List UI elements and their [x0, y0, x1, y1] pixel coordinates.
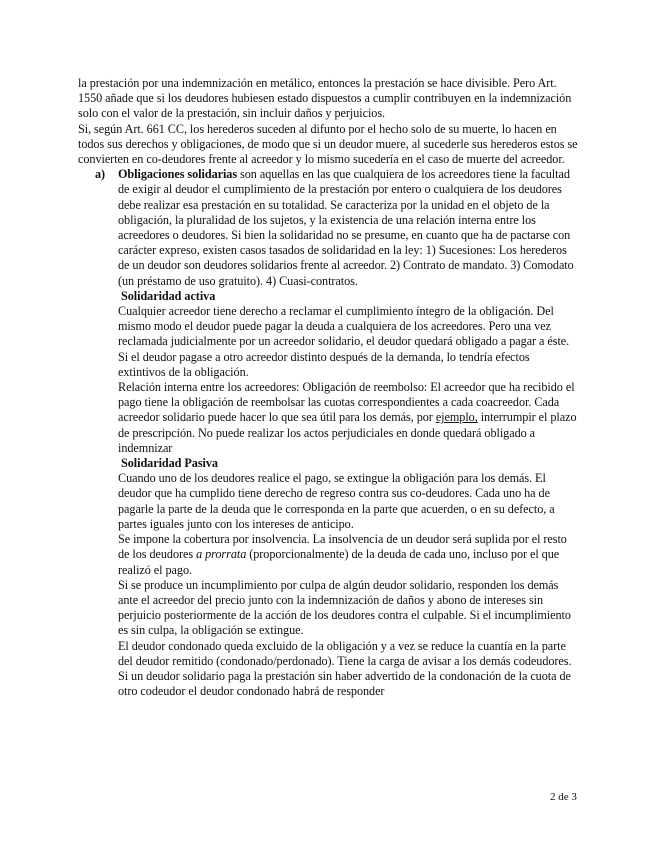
intro-paragraph-2: Si, según Art. 661 CC, los herederos suceden al difunto por el hecho solo de su muerte, lo hacen en todos sus derechos y obligaciones, de modo que si un deudor muere, al sucederle sus herederos estos se convierten en co-deudores frente al acreedor y lo mismo sucedería en el caso de muerte del acreedor.	[78, 121, 578, 167]
page-number: 2 de 3	[550, 791, 577, 803]
intro-paragraph-1: la prestación por una indemnización en metálico, entonces la prestación se hace divisible. Pero Art. 1550 añade que si los deudores hubiesen estado dispuestos a cumplir contribuyen en la indemnización solo con el valor de la prestación, sin incluir daños y perjuicios.	[78, 76, 572, 121]
pasiva-p2-text-start: Se impone la cobertura por insolvencia. La insolvencia de un deudor será suplida por el resto de los deudores	[118, 532, 567, 562]
pasiva-paragraph-4: El deudor condonado queda excluido de la obligación y a vez se reduce la cuantía en la parte del deudor remitido (condonado/perdonado). Tiene la carga de avisar a los demás codeudores. Si un deudor solidario paga la prestación sin haber advertido de la condonación de la cuota de otro codeudor el deudor condonado habrá de responder	[118, 638, 572, 699]
activa-paragraph-2	[78, 380, 578, 456]
term-obligaciones-solidarias: Obligaciones solidarias	[118, 167, 238, 182]
obligaciones-solidarias-text: son aquellas en las que cualquiera de los acreedores tiene la facultad de exigir al deudor el cumplimiento de la prestación por entero o cualquiera de los deudores debe realizar esa prestación en su totalidad. Se caracteriza por la unidad en el objeto de la obligación, la pluralidad de los sujetos, y la existencia de una relación interna entre los acreedores o deudores. Si bien la solidaridad no se presume, en cuanto que ha de pactarse con carácter expreso, existen casos tasados de solidaridad en la ley: 1) Sucesiones: Los herederos de un deudor son deudores solidarios frente al acreedor. 2) Contrato de mandato. 3) Comodato (un préstamo de uso gratuito). 4) Cuasi-contratos.	[118, 167, 574, 288]
activa-p2-text-end: interrumpir el plazo de prescripción. No puede realizar los actos perjudiciales en donde quedará obligado a indemnizar	[118, 410, 577, 455]
heading-solidaridad-activa: Solidaridad activa	[121, 288, 216, 303]
italic-a-prorrata: a prorrata	[196, 547, 247, 562]
obligaciones-solidarias-paragraph	[118, 167, 578, 289]
heading-solidaridad-pasiva: Solidaridad Pasiva	[121, 456, 218, 471]
pasiva-paragraph-1: Cuando uno de los deudores realice el pago, se extingue la obligación para los demás. El deudor que ha cumplido tiene derecho de regreso contra sus co-deudores. Cada uno ha de pagarle la parte de la deuda que le corresponda en la parte que acuerden, o en su defecto, a partes iguales junto con los intereses de anticipo.	[118, 471, 555, 531]
activa-p2-text-start: Relación interna entre los acreedores: Obligación de reembolso: El acreedor que ha recibido el pago tiene la obligación de reembolsar las cuotas correspondientes a cada coacreedor. Cada acreedor solidario puede hacer lo que sea útil para los demás, por	[118, 380, 575, 425]
pasiva-paragraph-3: Si se produce un incumplimiento por culpa de algún deudor solidario, responden los demás ante el acreedor del precio junto con la indemnización de daños y abono de intereses sin perjuicio posteriormente de la acción de los deudores contra el culpable. Si el incumplimiento es sin culpa, la obligación se extingue.	[118, 577, 571, 638]
activa-paragraph-1: Cualquier acreedor tiene derecho a reclamar el cumplimiento íntegro de la obligación. Del mismo modo el deudor puede pagar la deuda a cualquiera de los acreedores. Pero una vez reclamada judicialmente por un acreedor solidario, el deudor quedará obligado a pagar a éste. Si el deudor pagase a otro acreedor distinto después de la demanda, lo tendría efectos extintivos de la obligación.	[118, 304, 570, 379]
underlined-ejemplo: ejemplo,	[435, 410, 478, 425]
list-marker: a)	[95, 167, 106, 182]
page-content	[78, 76, 578, 699]
list-item-a	[78, 167, 578, 289]
pasiva-paragraph-2	[78, 532, 578, 578]
pasiva-p2-text-end: (proporcionalmente) de la deuda de cada uno, incluso por el que realizó el pago.	[118, 547, 560, 577]
